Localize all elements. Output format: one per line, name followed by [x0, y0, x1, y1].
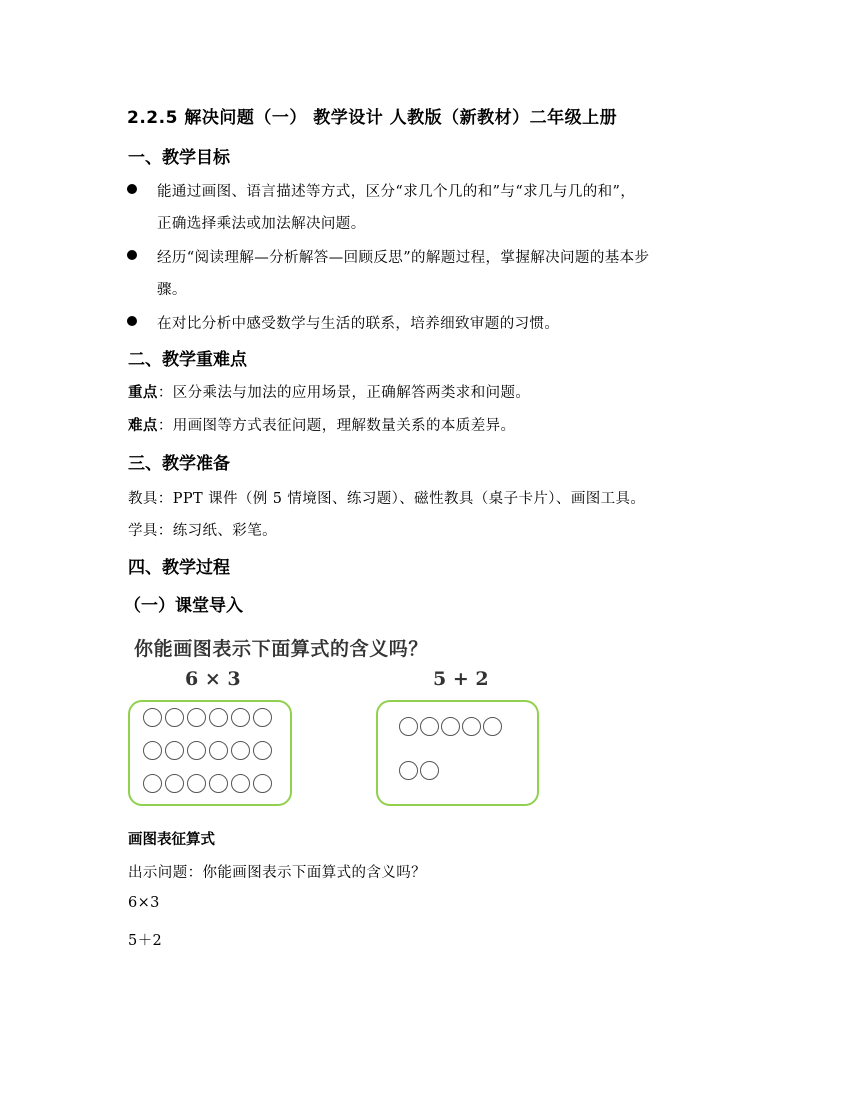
circle	[187, 741, 206, 760]
objective-3-line1: 在对比分析中感受数学与生活的联系，培养细致审题的习惯。	[157, 316, 560, 332]
document-title: 2.2.5 解决问题（一） 教学设计 人教版（新教材）二年级上册	[127, 108, 618, 128]
circle	[165, 774, 184, 793]
circle	[420, 717, 439, 736]
circle	[420, 761, 439, 780]
circle	[209, 774, 228, 793]
expression-left: 6 × 3	[185, 668, 241, 690]
teacher-tools: 教具：PPT 课件（例 5 情境图、练习题）、磁性教具（桌子卡片）、画图工具。	[128, 491, 646, 507]
circle	[483, 717, 502, 736]
circle	[399, 761, 418, 780]
bullet-dot	[127, 316, 137, 326]
circle	[143, 741, 162, 760]
objective-1-line1: 能通过画图、语言描述等方式，区分“求几个几的和”与“求几与几的和”，	[157, 184, 636, 200]
circle	[143, 708, 162, 727]
circle	[253, 774, 272, 793]
circle	[209, 708, 228, 727]
section-heading-key-points: 二、教学重难点	[128, 350, 247, 370]
bullet-dot	[127, 250, 137, 260]
circle	[143, 774, 162, 793]
circle	[231, 774, 250, 793]
circle	[253, 741, 272, 760]
circle	[399, 717, 418, 736]
section-heading-preparation: 三、教学准备	[128, 454, 230, 474]
expression-line-2: 5＋2	[128, 933, 163, 949]
section-heading-objectives: 一、教学目标	[128, 148, 230, 168]
key-point-line	[128, 381, 530, 402]
student-tools: 学具：练习纸、彩笔。	[128, 523, 277, 539]
objective-1-line2: 正确选择乘法或加法解决问题。	[157, 216, 366, 232]
figure-subtitle: 画图表征算式	[128, 832, 215, 848]
difficulty-label: 难点	[128, 417, 158, 434]
circle	[165, 708, 184, 727]
question-prompt: 出示问题：你能画图表示下面算式的含义吗？	[128, 865, 426, 881]
expression-right: 5 + 2	[433, 668, 489, 690]
difficulty-text: ：用画图等方式表征问题，理解数量关系的本质差异。	[157, 418, 516, 434]
circle	[209, 741, 228, 760]
circle	[231, 741, 250, 760]
difficulty-line	[128, 414, 515, 435]
section-heading-process: 四、教学过程	[128, 558, 230, 578]
right-box	[376, 700, 539, 806]
circle	[231, 708, 250, 727]
circle	[462, 717, 481, 736]
expression-line-1: 6×3	[128, 895, 160, 911]
key-text: ：区分乘法与加法的应用场景，正确解答两类求和问题。	[157, 385, 531, 401]
key-label: 重点	[128, 384, 158, 401]
circle	[441, 717, 460, 736]
circle	[165, 741, 184, 760]
objective-2-line2: 骤。	[157, 282, 187, 298]
circle	[253, 708, 272, 727]
objective-2-line1: 经历“阅读理解—分析解答—回顾反思”的解题过程，掌握解决问题的基本步	[157, 250, 650, 266]
bullet-dot	[127, 184, 137, 194]
figure-question: 你能画图表示下面算式的含义吗？	[134, 638, 429, 660]
subsection-intro: （一）课堂导入	[124, 596, 243, 616]
circle	[187, 708, 206, 727]
circle	[187, 774, 206, 793]
